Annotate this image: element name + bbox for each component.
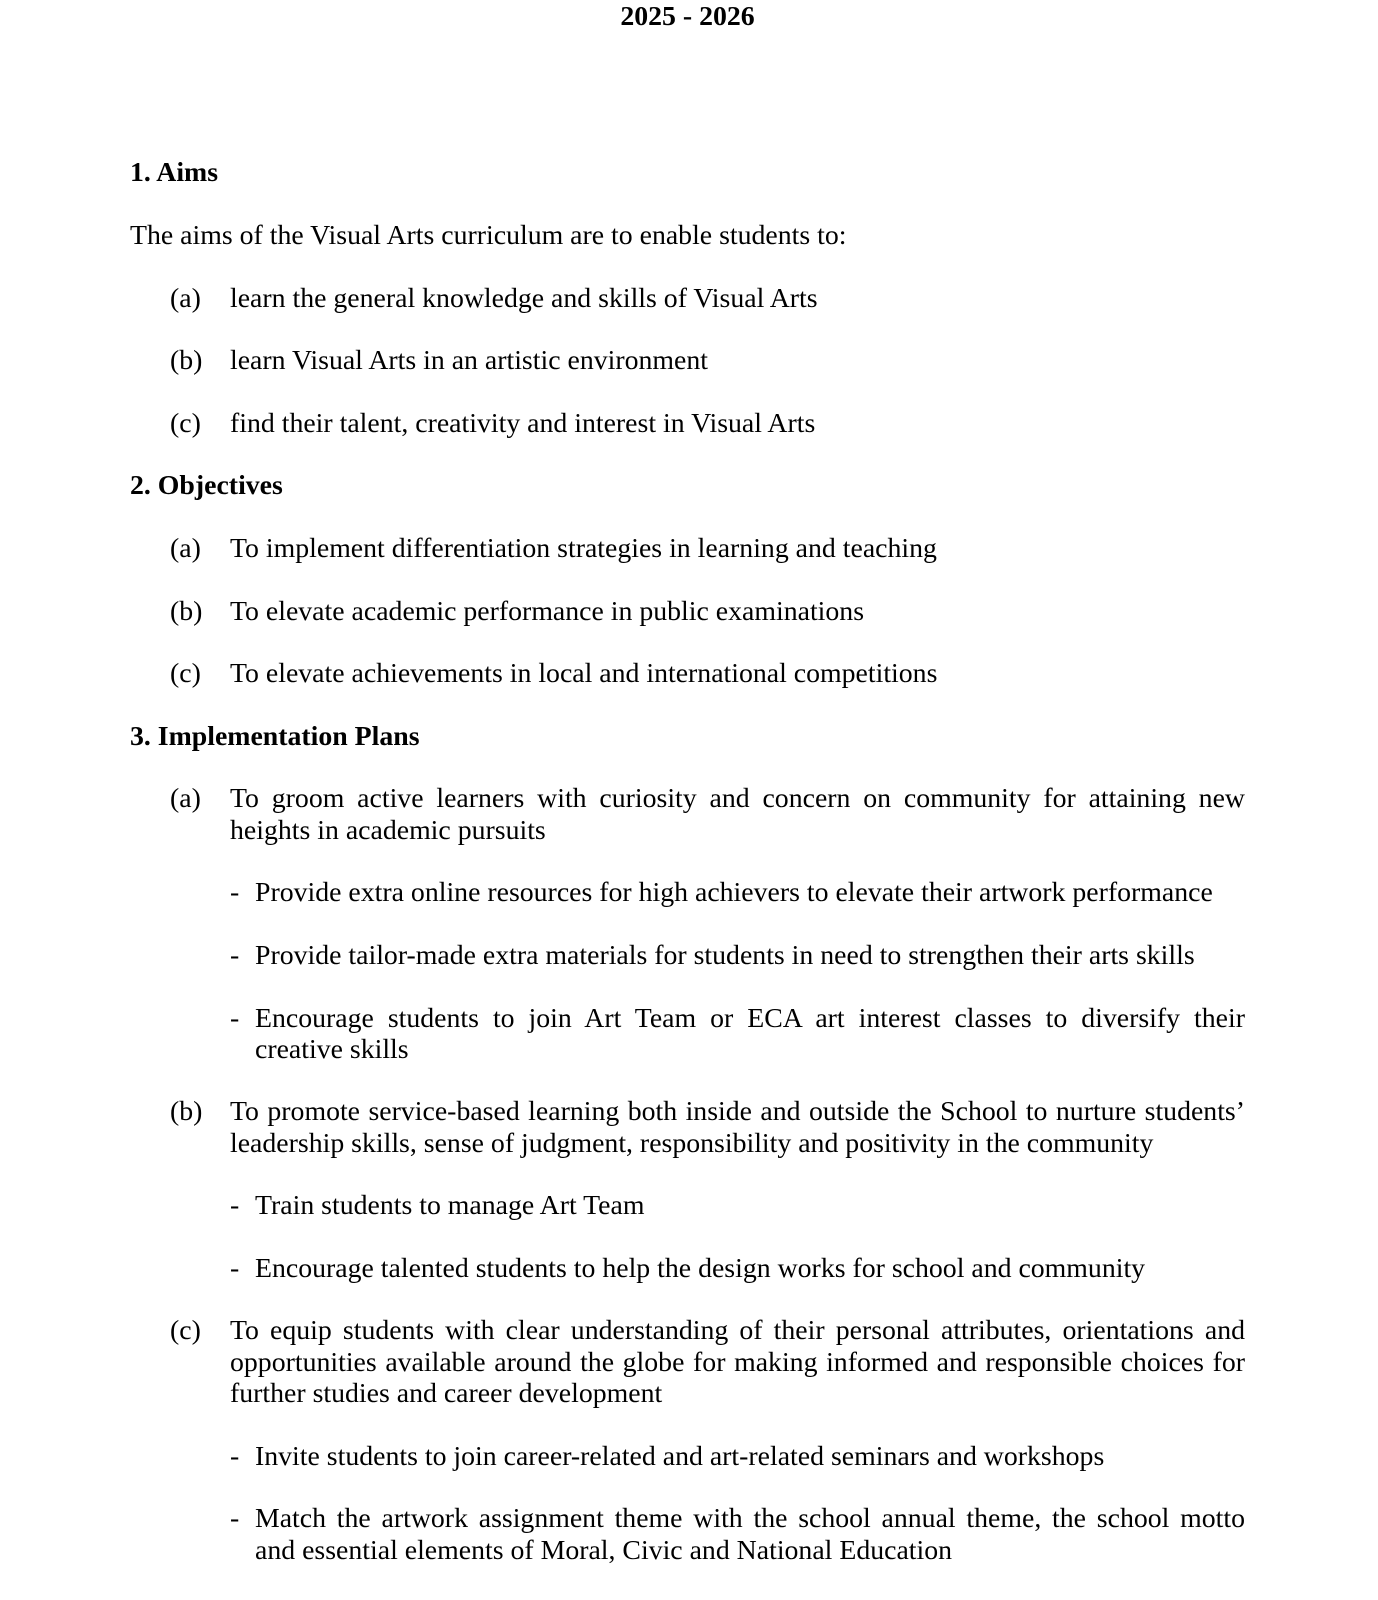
sub-list-item [230, 1253, 1245, 1284]
dash-bullet: - [230, 939, 240, 971]
item-label: (b) [170, 1096, 203, 1128]
item-text: learn Visual Arts in an artistic environment [230, 345, 708, 377]
list-item [170, 345, 1245, 376]
subitem-text: Match the artwork assignment theme with the school annual theme, the school motto and essential elements of Moral, Civic and National Education [255, 1503, 1245, 1566]
subitem-text: Provide tailor-made extra materials for students in need to strengthen their arts skills [255, 939, 1195, 971]
list-item [170, 1315, 1245, 1409]
list-item [170, 283, 1245, 314]
list-item [170, 596, 1245, 627]
list-item [170, 533, 1245, 564]
item-label: (c) [170, 1315, 201, 1347]
aims-intro: The aims of the Visual Arts curriculum are to enable students to: [130, 220, 847, 252]
objectives-heading: 2. Objectives [130, 470, 283, 502]
subitem-text: Invite students to join career-related and art-related seminars and workshops [255, 1440, 1105, 1472]
dash-bullet: - [230, 1002, 240, 1034]
list-item [170, 783, 1245, 846]
item-label: (c) [170, 407, 201, 439]
subitem-text: Encourage students to join Art Team or ECA art interest classes to diversify their creative skills [255, 1002, 1245, 1065]
list-item [170, 1096, 1245, 1159]
item-text: learn the general knowledge and skills of Visual Arts [230, 282, 818, 314]
item-text: To equip students with clear understanding of their personal attributes, orientations and opportunities available around the globe for making informed and responsible choices for further studies and career development [230, 1315, 1245, 1410]
list-item [170, 408, 1245, 439]
list-item [170, 658, 1245, 689]
item-text: To groom active learners with curiosity and concern on community for attaining new heights in academic pursuits [230, 783, 1245, 846]
document-title: 2025 - 2026 [620, 1, 755, 32]
item-label: (b) [170, 595, 203, 627]
item-label: (a) [170, 533, 201, 565]
item-text: To elevate achievements in local and international competitions [230, 658, 938, 690]
dash-bullet: - [230, 1503, 240, 1535]
section-implementation-plans [130, 721, 1245, 1566]
dash-bullet: - [230, 877, 240, 909]
subitem-text: Encourage talented students to help the design works for school and community [255, 1252, 1146, 1284]
dash-bullet: - [230, 1190, 240, 1222]
implementation-plans-heading: 3. Implementation Plans [130, 720, 420, 752]
sub-list-item [230, 1190, 1245, 1221]
section-aims [130, 157, 1245, 439]
sub-list-item [230, 940, 1245, 971]
sub-list-item [230, 1441, 1245, 1472]
item-text: To promote service-based learning both inside and outside the School to nurture students’ leadership skills, sense of judgment, responsibility and positivity in the community [230, 1096, 1245, 1159]
subitem-text: Train students to manage Art Team [255, 1190, 645, 1222]
item-text: find their talent, creativity and interest in Visual Arts [230, 407, 816, 439]
section-objectives [130, 470, 1245, 689]
dash-bullet: - [230, 1252, 240, 1284]
sub-list-item [230, 1503, 1245, 1566]
dash-bullet: - [230, 1440, 240, 1472]
item-label: (a) [170, 783, 201, 815]
subitem-text: Provide extra online resources for high achievers to elevate their artwork performance [255, 877, 1213, 909]
item-label: (a) [170, 282, 201, 314]
item-label: (b) [170, 345, 203, 377]
item-text: To implement differentiation strategies in learning and teaching [230, 533, 937, 565]
sub-list-item [230, 1003, 1245, 1066]
aims-heading: 1. Aims [130, 157, 219, 189]
item-label: (c) [170, 658, 201, 690]
item-text: To elevate academic performance in public examinations [230, 595, 865, 627]
sub-list-item [230, 877, 1245, 908]
